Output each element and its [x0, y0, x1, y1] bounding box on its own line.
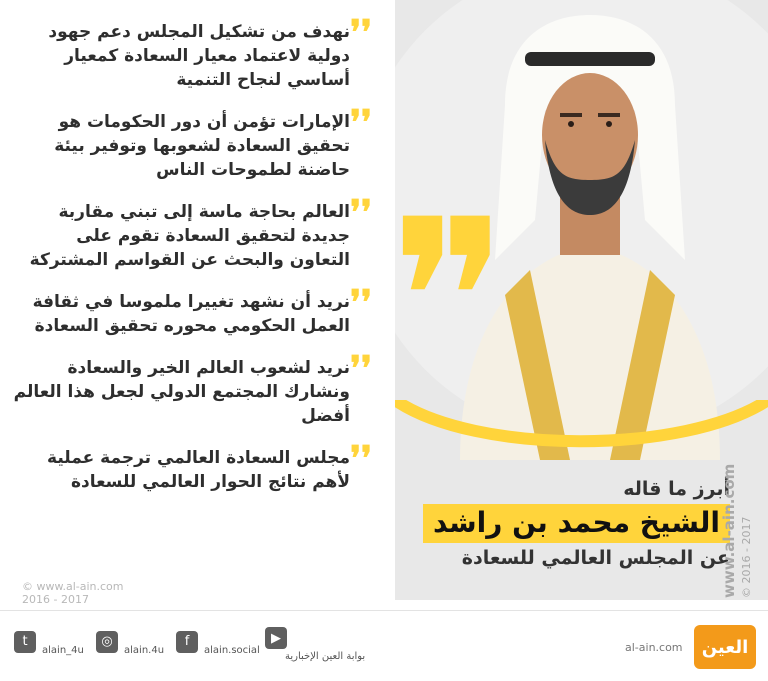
title-block [400, 478, 730, 569]
quote-text: نريد لشعوب العالم الخير والسعادة ونشارك المجتمع الدولي لجعل هذا العالم أفضل [13, 358, 350, 426]
vertical-watermark [716, 400, 756, 600]
quote-mark-icon: ❜❜ [350, 13, 372, 53]
quote-mark-decoration: ❞ [390, 172, 509, 428]
quotes-list [12, 13, 372, 512]
quote-text: العالم بحاجة ماسة إلى تبني مقاربة جديدة لتحقيق السعادة تقوم على التعاون والبحث عن القواسم المشتركة [29, 202, 350, 270]
title-name: الشيخ محمد بن راشد [423, 504, 730, 543]
watermark-years: 2016 - 2017 [22, 593, 89, 606]
quote-item [12, 283, 372, 338]
youtube-label: بوابة العين الإخبارية [285, 651, 366, 662]
quote-text: الإمارات تؤمن أن دور الحكومات هو تحقيق السعادة لشعوبها وتوفير بيئة حاضنة لطموحات الناس [54, 112, 350, 180]
quote-item [12, 349, 372, 428]
quote-mark-icon: ❜❜ [350, 349, 372, 389]
youtube-link[interactable] [265, 627, 287, 649]
site-url[interactable]: al-ain.com [625, 641, 683, 654]
twitter-link[interactable] [14, 627, 84, 656]
watermark [22, 580, 124, 606]
facebook-handle: alain.social [204, 645, 260, 656]
twitter-handle: alain_4u [42, 645, 84, 656]
brand-logo: العين [694, 625, 756, 669]
facebook-icon: f [176, 631, 198, 653]
vertical-watermark-years: © 2016 - 2017 [740, 516, 753, 598]
title-line1: أبرز ما قاله [623, 478, 730, 500]
title-line3: عن المجلس العالمي للسعادة [461, 547, 730, 569]
yellow-arc-decoration [395, 400, 768, 460]
quote-mark-icon: ❜❜ [350, 283, 372, 323]
quote-mark-icon: ❜❜ [350, 193, 372, 233]
quote-text: نريد أن نشهد تغييرا ملموسا في ثقافة العمل الحكومي محوره تحقيق السعادة [32, 292, 350, 336]
watermark-site: © www.al-ain.com [22, 580, 124, 593]
youtube-icon: ▶ [265, 627, 287, 649]
quote-item [12, 103, 372, 182]
quote-item [12, 13, 372, 92]
quote-text: نهدف من تشكيل المجلس دعم جهود دولية لاعتماد معيار السعادة كمعيار أساسي لنجاح التنمية [48, 22, 350, 90]
footer [0, 610, 768, 681]
quote-text: مجلس السعادة العالمي ترجمة عملية لأهم نتائج الحوار العالمي للسعادة [47, 448, 350, 492]
quote-mark-icon: ❜❜ [350, 103, 372, 143]
instagram-handle: alain.4u [124, 645, 165, 656]
instagram-link[interactable] [96, 627, 164, 656]
quote-item [12, 193, 372, 272]
quote-item [12, 439, 372, 494]
vertical-watermark-site: www.al-ain.com [720, 463, 738, 598]
facebook-link[interactable] [176, 627, 260, 656]
quote-mark-icon: ❜❜ [350, 439, 372, 479]
instagram-icon: ◎ [96, 631, 118, 653]
twitter-icon: t [14, 631, 36, 653]
